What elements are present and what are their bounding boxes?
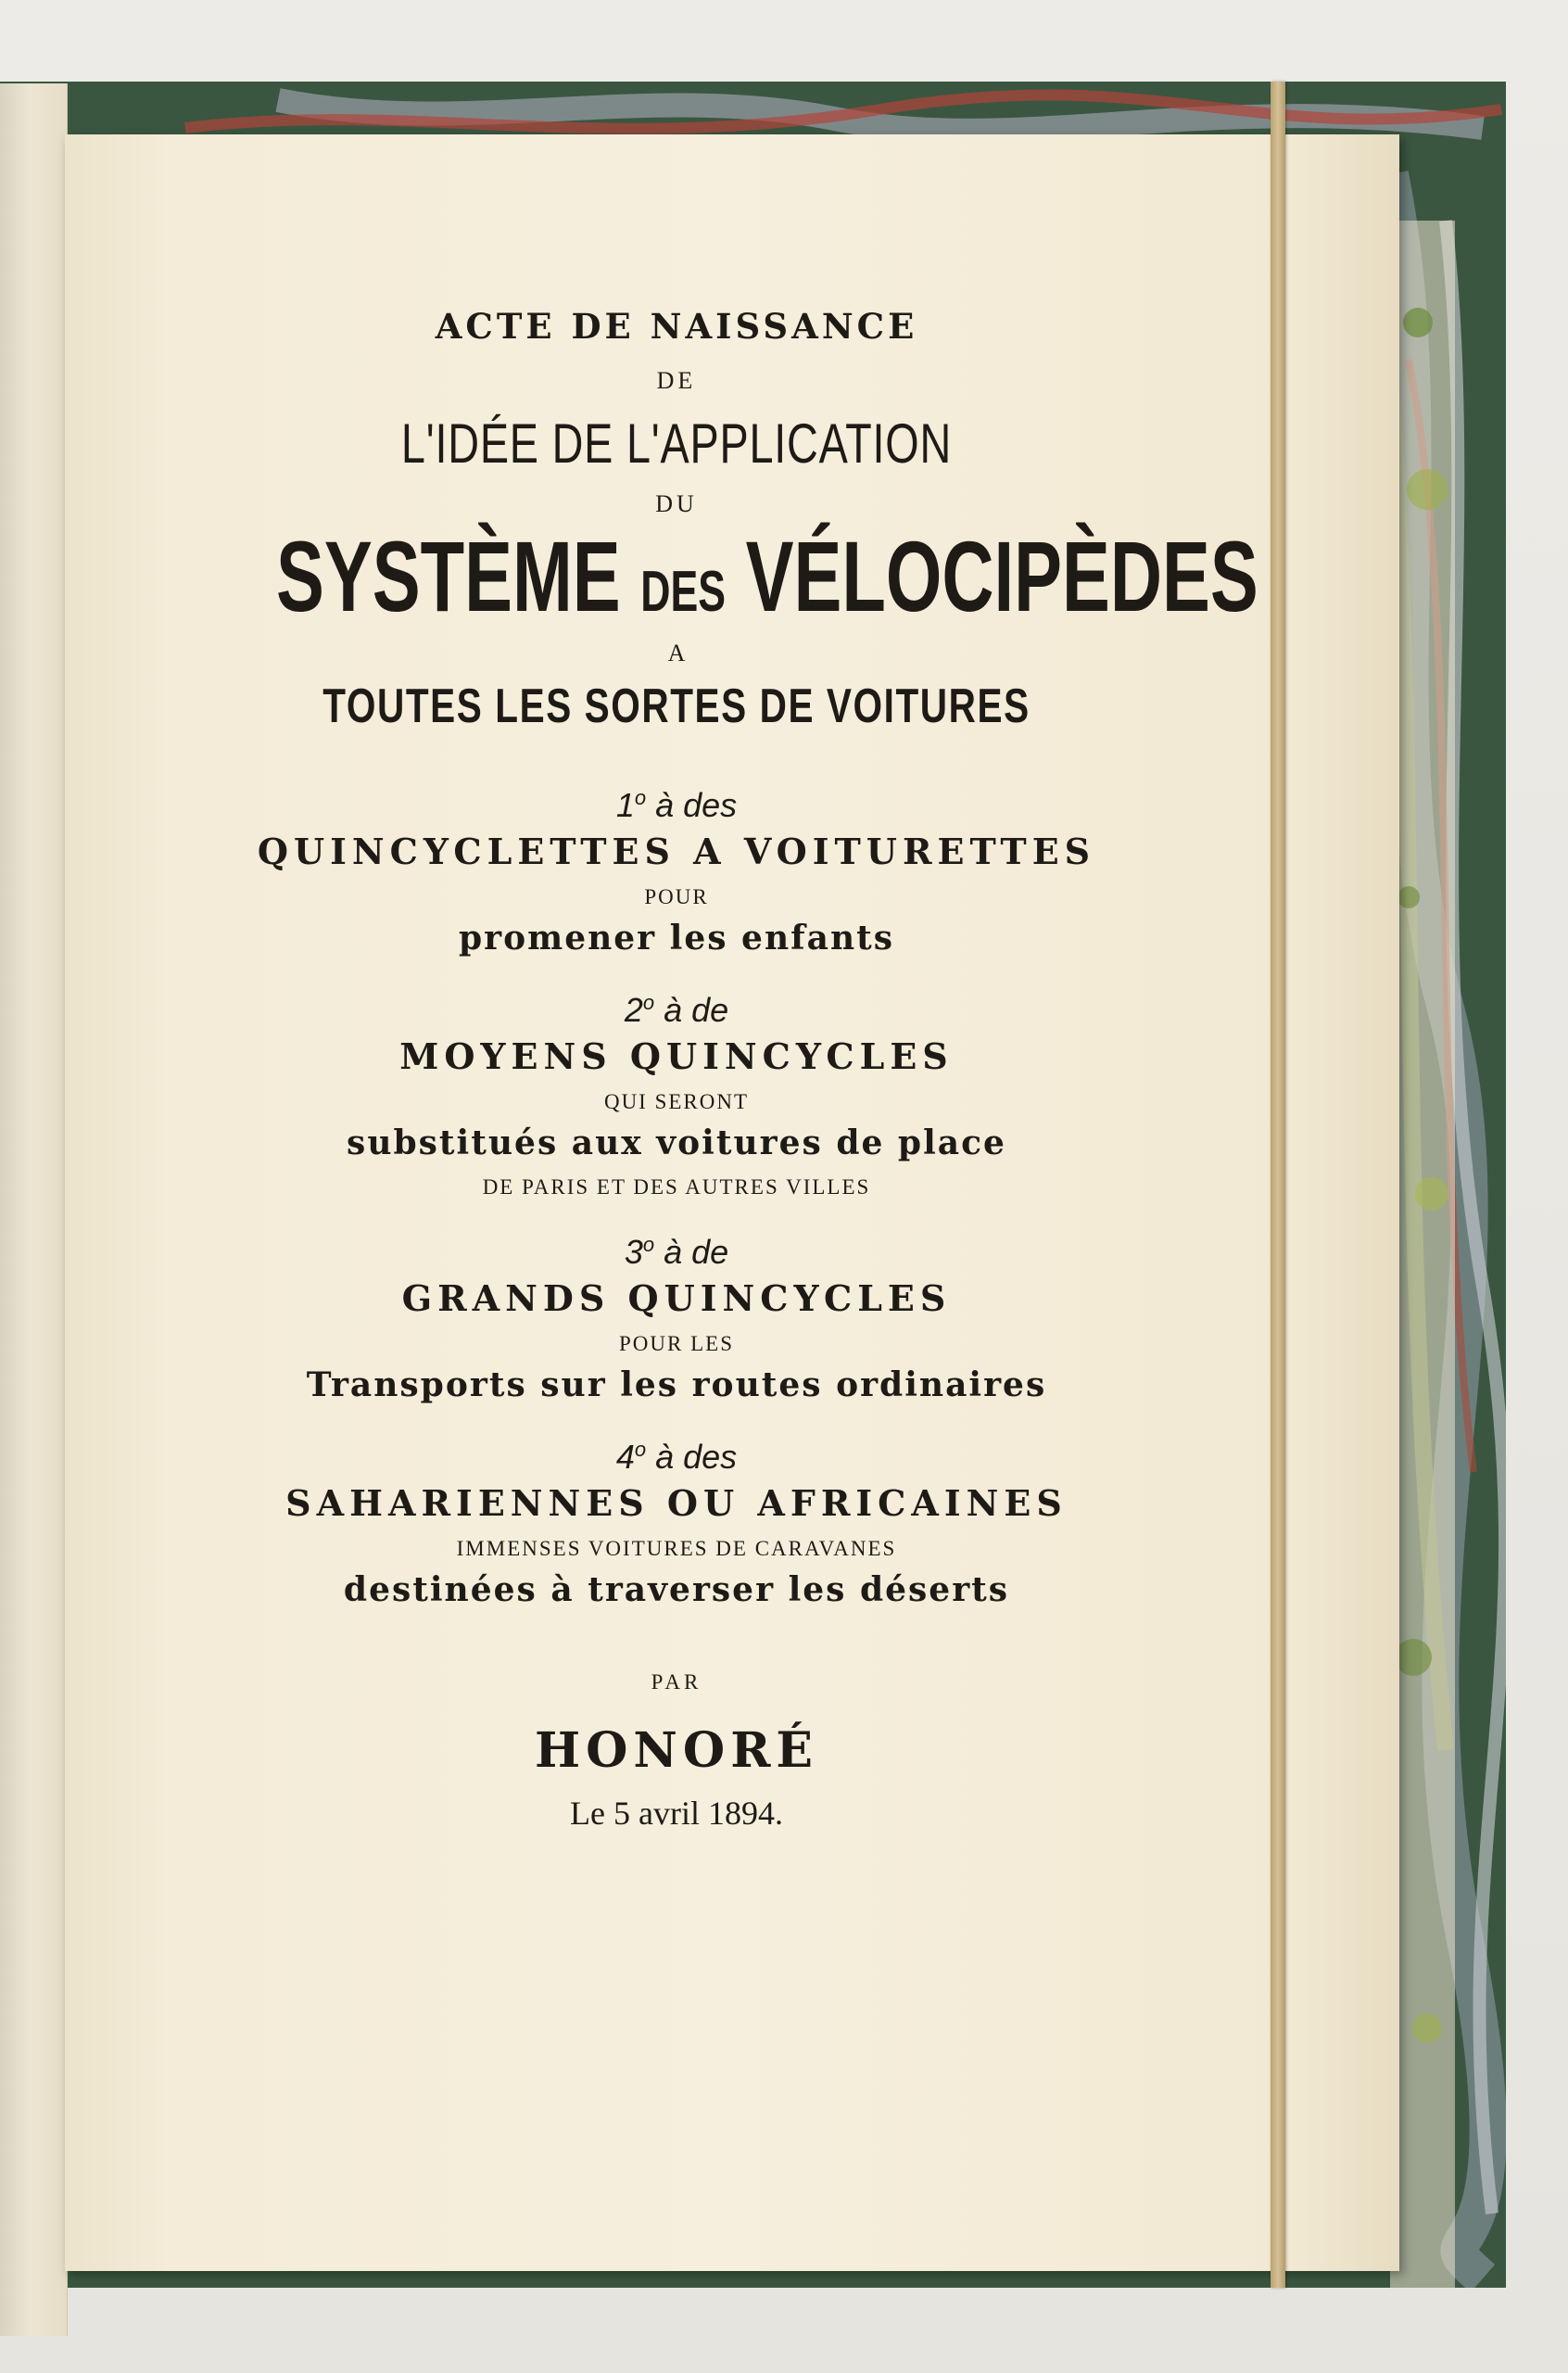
item-3-connector: POUR LES bbox=[619, 1332, 734, 1356]
item-2-description: substitués aux voitures de place bbox=[347, 1123, 1006, 1163]
title-acte: ACTE DE NAISSANCE bbox=[435, 306, 918, 347]
title-des-word: DES bbox=[640, 560, 727, 624]
item-3-intro bbox=[120, 1233, 1233, 1272]
item-3-suffix: o bbox=[642, 1233, 655, 1257]
item-1-number: 1 bbox=[615, 786, 635, 825]
item-1-intro bbox=[120, 786, 1233, 825]
title-du: DU bbox=[655, 490, 698, 517]
item-2-intro-text: à de bbox=[654, 991, 729, 1030]
item-1-connector: POUR bbox=[644, 885, 709, 909]
item-4-connector: IMMENSES VOITURES DE CARAVANES bbox=[456, 1537, 897, 1561]
title-systeme-word: SYSTÈME bbox=[275, 520, 621, 632]
par-label: PAR bbox=[651, 1670, 702, 1694]
elastic-strap bbox=[1271, 82, 1285, 2288]
facing-page-edge bbox=[0, 83, 68, 2336]
item-4-description: destinées à traverser les déserts bbox=[343, 1570, 1010, 1610]
title-systeme bbox=[275, 520, 1258, 632]
item-1-suffix: o bbox=[634, 786, 647, 810]
title-toutes: TOUTES LES SORTES DE VOITURES bbox=[322, 679, 1031, 734]
title-velocipedes-word: VÉLOCIPÈDES bbox=[745, 520, 1258, 632]
item-4-heading: SAHARIENNES OU AFRICAINES bbox=[285, 1482, 1068, 1525]
item-1-description: promener les enfants bbox=[458, 919, 895, 958]
title-a: A bbox=[667, 640, 686, 667]
item-3-heading: GRANDS QUINCYCLES bbox=[401, 1277, 952, 1320]
item-3-number: 3 bbox=[624, 1233, 643, 1272]
publication-date: Le 5 avril 1894. bbox=[570, 1795, 783, 1833]
item-4-intro-text: à des bbox=[646, 1438, 738, 1477]
item-2-connector: QUI SERONT bbox=[603, 1090, 750, 1114]
item-2-intro bbox=[120, 991, 1233, 1030]
item-4-number: 4 bbox=[615, 1438, 635, 1477]
title-idee: L'IDÉE DE L'APPLICATION bbox=[400, 412, 953, 475]
title-de: DE bbox=[656, 367, 697, 394]
item-2-heading: MOYENS QUINCYCLES bbox=[399, 1035, 954, 1078]
title-page-text bbox=[120, 306, 1258, 1833]
item-2-number: 2 bbox=[624, 991, 643, 1030]
item-2-note: DE PARIS ET DES AUTRES VILLES bbox=[482, 1175, 871, 1199]
item-1-intro-text: à des bbox=[646, 786, 738, 825]
item-2-suffix: o bbox=[642, 991, 655, 1015]
item-3-description: Transports sur les routes ordinaires bbox=[306, 1365, 1047, 1405]
item-4-suffix: o bbox=[634, 1438, 647, 1462]
item-4-intro bbox=[120, 1438, 1233, 1477]
item-1-heading: QUINCYCLETTES A VOITURETTES bbox=[257, 831, 1096, 873]
item-3-intro-text: à de bbox=[654, 1233, 729, 1272]
author-name: HONORÉ bbox=[534, 1722, 819, 1780]
